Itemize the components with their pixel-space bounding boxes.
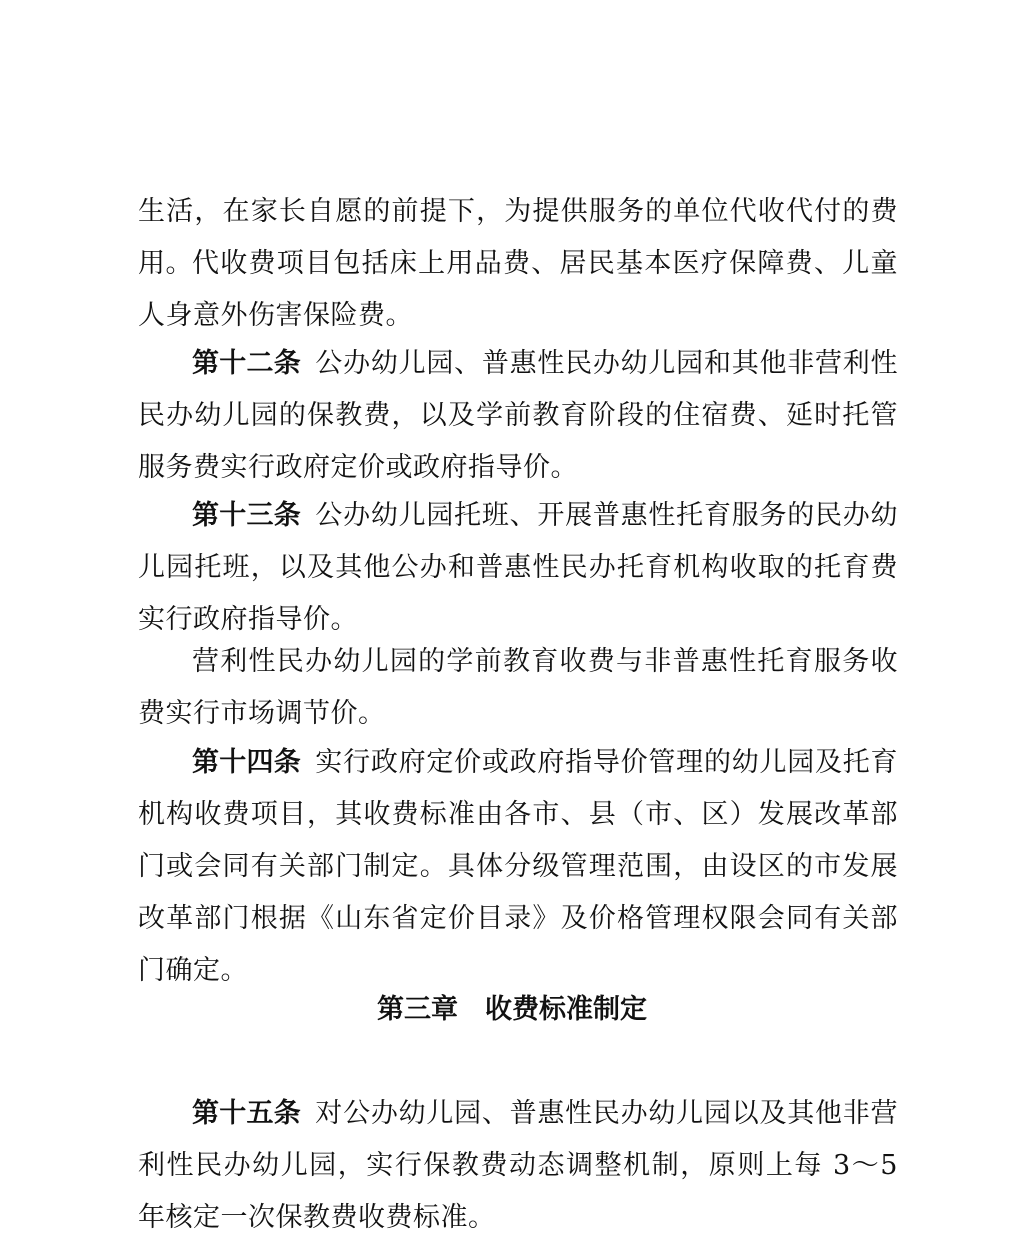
paragraph-text: 营利性民办幼儿园的学前教育收费与非普惠性托育服务收费实行市场调节价。 <box>138 646 898 729</box>
article-12 <box>138 338 898 494</box>
paragraph-fee-items <box>138 238 898 342</box>
article-14 <box>138 737 898 997</box>
paragraph-text: 生活，在家长自愿的前提下，为提供服务的单位代收代付的费用。 <box>138 196 898 279</box>
paragraph-text: 代收费项目包括床上用品费、居民基本医疗保障费、儿童人身意外伤害保险费。 <box>138 248 898 331</box>
article-text: 对公办幼儿园、普惠性民办幼儿园以及其他非营利性民办幼儿园，实行保教费动态调整机制，原则上每 3～5 年核定一次保教费收费标准。 <box>138 1098 899 1233</box>
article-number: 第十三条 <box>192 500 302 531</box>
article-13 <box>138 490 898 646</box>
article-text: 公办幼儿园托班、开展普惠性托育服务的民办幼儿园托班，以及其他公办和普惠性民办托育机构收取的托育费实行政府指导价。 <box>138 500 899 635</box>
article-text: 实行政府定价或政府指导价管理的幼儿园及托育机构收费项目，其收费标准由各市、县（市、区）发展改革部门或会同有关部门制定。具体分级管理范围，由设区的市发展改革部门根据《山东省定价目录》及价格管理权限会同有关部门确定。 <box>138 747 899 986</box>
chapter-heading: 第三章 收费标准制定 <box>377 994 647 1025</box>
article-number: 第十四条 <box>192 747 302 778</box>
article-15 <box>138 1088 898 1244</box>
article-number: 第十五条 <box>192 1098 302 1129</box>
article-text: 公办幼儿园、普惠性民办幼儿园和其他非营利性民办幼儿园的保教费，以及学前教育阶段的住宿费、延时托管服务费实行政府定价或政府指导价。 <box>138 348 899 483</box>
article-number: 第十二条 <box>192 348 302 379</box>
paragraph-market-price <box>138 636 898 740</box>
